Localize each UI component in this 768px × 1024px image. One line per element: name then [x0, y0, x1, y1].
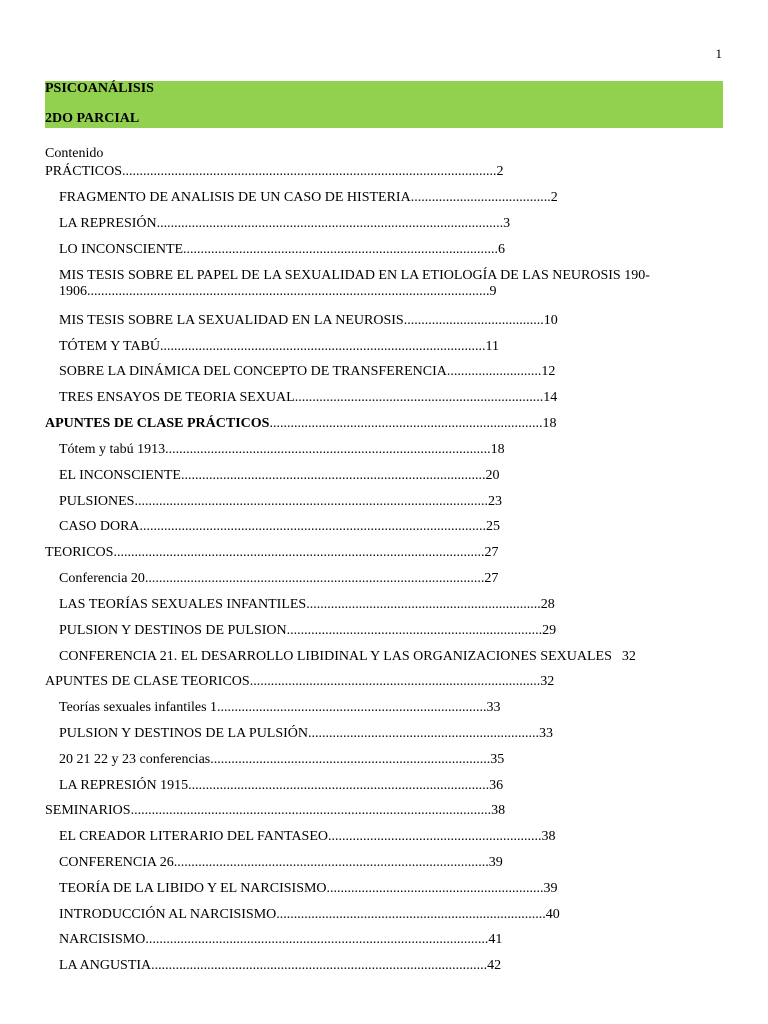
toc-page-number: 38	[491, 803, 506, 818]
toc-page-number: 28	[540, 597, 555, 612]
toc-entry[interactable]	[45, 958, 613, 974]
toc-entry-title: LAS TEORÍAS SEXUALES INFANTILES	[59, 597, 307, 612]
toc-entry[interactable]	[45, 803, 599, 819]
toc-entry-title: LO INCONSCIENTE	[59, 242, 184, 257]
toc-entry[interactable]	[45, 674, 599, 690]
toc-page-number: 33	[539, 726, 554, 741]
toc-entry[interactable]	[45, 907, 613, 923]
toc-leader-dots: .......................................................................................	[180, 468, 486, 483]
toc-page-number: 2	[550, 190, 558, 205]
toc-entry-title: NARCISISMO	[59, 932, 146, 947]
document-title: PSICOANÁLISIS	[45, 81, 154, 96]
page-number: 1	[715, 46, 722, 61]
toc-page-number: 12	[541, 364, 556, 379]
toc-entry[interactable]	[45, 778, 613, 794]
toc-entry-title: Tótem y tabú 1913	[59, 442, 166, 457]
toc-leader-dots: ..............................................................................	[269, 416, 543, 431]
toc-entry[interactable]	[45, 881, 613, 897]
toc-entry-title: CONFERENCIA 21. EL DESARROLLO LIBIDINAL Y LAS ORGANIZACIONES SEXUALES	[59, 649, 612, 664]
toc-entry[interactable]	[45, 545, 599, 561]
toc-leader-dots: ...................................................................................	[249, 674, 541, 689]
toc-leader-dots: ..........................................................................................................	[113, 545, 485, 560]
toc-entry-title: TEORICOS	[45, 545, 114, 560]
toc-entry-title-continuation: 1906	[59, 284, 87, 299]
toc-leader-dots: .....................................................................................................	[134, 494, 488, 509]
toc-entry[interactable]	[45, 597, 613, 613]
toc-entry[interactable]	[45, 390, 613, 406]
toc-entry-title: MIS TESIS SOBRE EL PAPEL DE LA SEXUALIDAD EN LA ETIOLOGÍA DE LAS NEUROSIS 190-	[59, 268, 650, 283]
toc-page-number: 14	[543, 390, 558, 405]
toc-page-number: 10	[543, 313, 558, 328]
toc-leader-dots: ...........................................................................................................	[122, 164, 497, 179]
toc-page-number: 25	[486, 519, 501, 534]
toc-page-number: 2	[496, 164, 504, 179]
toc-leader-dots: .......................................................................................................	[130, 803, 492, 818]
toc-entry[interactable]	[45, 752, 613, 768]
toc-page-number: 38	[541, 829, 556, 844]
toc-page-number: 39	[543, 881, 558, 896]
toc-entry-title: CONFERENCIA 26	[59, 855, 174, 870]
toc-entry-title: APUNTES DE CLASE TEORICOS	[45, 674, 250, 689]
toc-leader-dots: ...................................................................	[306, 597, 541, 612]
toc-leader-dots: .........................................................................	[286, 623, 543, 638]
toc-page-number: 41	[488, 932, 503, 947]
toc-entry[interactable]	[45, 571, 613, 587]
toc-entry-title: TÓTEM Y TABÚ	[59, 339, 161, 354]
toc-entry-title: FRAGMENTO DE ANALISIS DE UN CASO DE HISTERIA	[59, 190, 411, 205]
toc-entry-title: PULSIONES	[59, 494, 135, 509]
toc-entry-title: SEMINARIOS	[45, 803, 131, 818]
toc-entry[interactable]	[45, 339, 613, 355]
toc-leader-dots: ................................................................................................	[151, 958, 488, 973]
toc-entry[interactable]	[45, 623, 613, 639]
toc-entry[interactable]	[45, 313, 613, 329]
header-band	[45, 81, 723, 128]
toc-entry[interactable]	[45, 932, 613, 948]
toc-leader-dots: .............................................................................................	[160, 339, 486, 354]
toc-leader-dots: ...................................................................................................	[156, 216, 504, 231]
toc-entry-title: PULSION Y DESTINOS DE LA PULSIÓN	[59, 726, 309, 741]
toc-page-number: 33	[486, 700, 501, 715]
toc-page-number: 27	[484, 545, 499, 560]
toc-entry-title: SOBRE LA DINÁMICA DEL CONCEPTO DE TRANSFERENCIA	[59, 364, 447, 379]
toc-entry-title: TRES ENSAYOS DE TEORIA SEXUAL	[59, 390, 295, 405]
toc-entry-title: Conferencia 20	[59, 571, 145, 586]
toc-entry[interactable]	[45, 268, 723, 300]
toc-page-number: 6	[498, 242, 506, 257]
toc-leader-dots: ..................................................................................................	[145, 932, 489, 947]
toc-entry[interactable]	[45, 700, 613, 716]
toc-entry[interactable]	[45, 242, 613, 258]
toc-entry-title: CASO DORA	[59, 519, 140, 534]
toc-page-number: 42	[487, 958, 502, 973]
toc-leader-dots: .......................................................................	[294, 390, 544, 405]
toc-leader-dots: ..........................................................................................	[173, 855, 489, 870]
toc-entry[interactable]	[45, 468, 613, 484]
toc-leader-dots: ..........................................................................................	[183, 242, 499, 257]
toc-leader-dots: ................................................................................	[210, 752, 491, 767]
toc-entry-title: Teorías sexuales infantiles 1	[59, 700, 218, 715]
toc-entry[interactable]	[45, 442, 613, 458]
toc-entry[interactable]	[45, 164, 599, 180]
toc-entry-title: PULSION Y DESTINOS DE PULSION	[59, 623, 287, 638]
toc-entry-title: LA REPRESIÓN	[59, 216, 157, 231]
toc-page-number: 36	[489, 778, 504, 793]
document-subtitle: 2DO PARCIAL	[45, 111, 140, 126]
toc-entry-title: 20 21 22 y 23 conferencias	[59, 752, 211, 767]
toc-page-number: 18	[542, 416, 557, 431]
toc-leader-dots: ..............................................................	[326, 881, 544, 896]
toc-page-number: 35	[490, 752, 505, 767]
toc-entry-title: INTRODUCCIÓN AL NARCISISMO	[59, 907, 277, 922]
toc-entry[interactable]	[45, 829, 613, 845]
toc-page-number: 40	[545, 907, 560, 922]
toc-page-number: 27	[484, 571, 499, 586]
toc-entry-title: LA REPRESIÓN 1915	[59, 778, 189, 793]
toc-leader-dots: ...........................	[446, 364, 542, 379]
toc-entry[interactable]	[45, 494, 613, 510]
toc-entry[interactable]	[45, 649, 636, 665]
toc-leader-dots: ........................................	[403, 313, 544, 328]
toc-entry[interactable]	[45, 519, 613, 535]
toc-leader-dots: .............................................................................................	[165, 442, 491, 457]
toc-heading: Contenido	[45, 146, 104, 161]
toc-entry[interactable]	[45, 726, 613, 742]
toc-entry-title: MIS TESIS SOBRE LA SEXUALIDAD EN LA NEUROSIS	[59, 313, 404, 328]
toc-leader-dots: .............................................................	[328, 829, 542, 844]
toc-entry-title: EL INCONSCIENTE	[59, 468, 181, 483]
toc-page-number: 9	[489, 284, 497, 299]
toc-page-number: 32	[540, 674, 555, 689]
toc-page-number: 11	[485, 339, 500, 354]
toc-leader-dots: ..................................................................	[308, 726, 540, 741]
toc-page-number: 23	[487, 494, 502, 509]
toc-leader-dots: .............................................................................	[217, 700, 487, 715]
toc-entry[interactable]	[45, 190, 613, 206]
toc-leader-dots: .................................................................................................	[144, 571, 485, 586]
toc-page-number: 20	[485, 468, 500, 483]
toc-leader-dots: ...................................................................................................	[139, 519, 487, 534]
toc-page-number: 39	[488, 855, 503, 870]
toc-entry[interactable]	[45, 364, 613, 380]
toc-entry[interactable]	[45, 216, 613, 232]
toc-leader-dots: ......................................................................................	[188, 778, 490, 793]
toc-page-number: 3	[503, 216, 511, 231]
toc-page-number: 18	[490, 442, 505, 457]
toc-leader-dots: ........................................	[410, 190, 551, 205]
toc-entry-title: APUNTES DE CLASE PRÁCTICOS	[45, 416, 270, 431]
toc-entry[interactable]	[45, 416, 599, 432]
toc-entry-title: LA ANGUSTIA	[59, 958, 152, 973]
toc-entry-title: TEORÍA DE LA LIBIDO Y EL NARCISISMO	[59, 881, 327, 896]
toc-entry-title: EL CREADOR LITERARIO DEL FANTASEO	[59, 829, 329, 844]
toc-entry[interactable]	[45, 855, 613, 871]
toc-leader-dots: ...................................................................................................................	[87, 284, 490, 299]
toc-leader-dots: .............................................................................	[276, 907, 546, 922]
toc-entry-title: PRÁCTICOS	[45, 164, 123, 179]
toc-page-number: 29	[542, 623, 557, 638]
toc-page-number: 32	[621, 649, 636, 664]
